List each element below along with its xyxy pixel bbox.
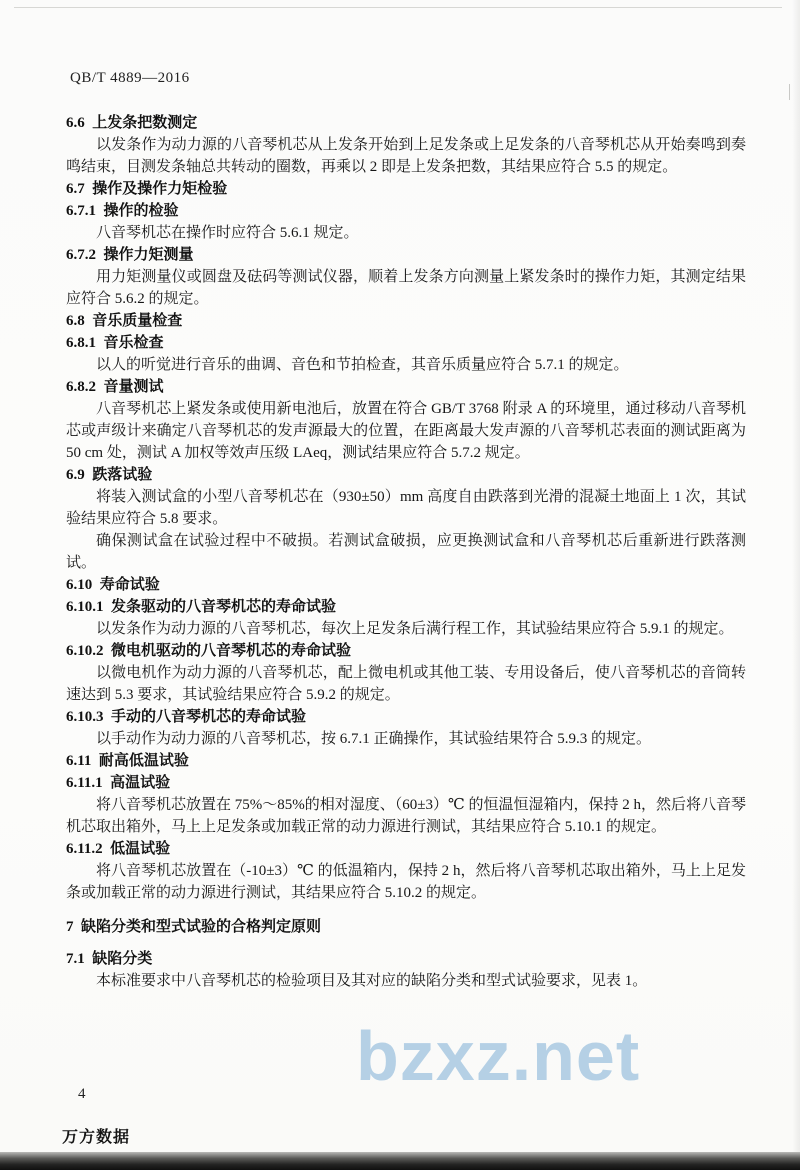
section-heading: 6.11.2 低温试验 [66,841,171,857]
paragraph: 将装入测试盒的小型八音琴机芯在（930±50）mm 高度自由跌落到光滑的混凝土地面上 1 次，其试验结果应符合 5.8 要求。 [66,489,746,527]
section-heading: 6.9 跌落试验 [66,467,153,483]
section-heading: 6.7.2 操作力矩测量 [66,247,194,263]
paragraph: 八音琴机芯在操作时应符合 5.6.1 规定。 [96,225,359,241]
paragraph: 以手动作为动力源的八音琴机芯，按 6.7.1 正确操作，其试验结果符合 5.9.3 的规定。 [96,731,652,747]
site-watermark: bzxz.net [356,1017,641,1095]
section-heading: 6.10 寿命试验 [66,577,160,593]
scan-artifact-mark [789,84,790,100]
paragraph: 确保测试盒在试验过程中不破损。若测试盒破损，应更换测试盒和八音琴机芯后重新进行跌落测试。 [66,533,746,571]
section-heading: 6.8.1 音乐检查 [66,335,164,351]
scan-edge-shadow [792,0,800,1170]
section-heading: 7 缺陷分类和型式试验的合格判定原则 [66,919,322,935]
paragraph: 以发条作为动力源的八音琴机芯，每次上足发条后满行程工作，其试验结果应符合 5.9.1 的规定。 [96,621,734,637]
provider-watermark: 万方数据 [62,1129,131,1146]
scan-bottom-bar [0,1152,800,1170]
section-heading: 6.11 耐高低温试验 [66,753,189,769]
section-heading: 6.8 音乐质量检查 [66,313,183,329]
section-heading: 6.11.1 高温试验 [66,775,171,791]
section-heading: 6.10.3 手动的八音琴机芯的寿命试验 [66,709,307,725]
page-number: 4 [78,1086,86,1102]
paragraph: 本标准要求中八音琴机芯的检验项目及其对应的缺陷分类和型式试验要求，见表 1。 [96,973,648,989]
section-heading: 6.7.1 操作的检验 [66,203,179,219]
paragraph: 将八音琴机芯放置在 75%～85%的相对湿度、（60±3）℃ 的恒温恒湿箱内，保持 2 h，然后将八音琴机芯取出箱外，马上上足发条或加载正常的动力源进行测试，其结果应符合 5.10.1 的规定。 [66,797,747,835]
paragraph: 以发条作为动力源的八音琴机芯从上发条开始到上足发条或上足发条的八音琴机芯从开始奏鸣到奏鸣结束，目测发条轴总共转动的圈数，再乘以 2 即是上发条把数，其结果应符合 5.5 的规定。 [66,137,746,175]
section-heading: 6.10.1 发条驱动的八音琴机芯的寿命试验 [66,599,337,615]
paragraph: 用力矩测量仪或圆盘及砝码等测试仪器，顺着上发条方向测量上紧发条时的操作力矩，其测定结果应符合 5.6.2 的规定。 [66,269,746,307]
section-heading: 6.10.2 微电机驱动的八音琴机芯的寿命试验 [66,643,352,659]
scan-edge-line [14,7,782,8]
section-heading: 7.1 缺陷分类 [66,951,153,967]
paragraph: 将八音琴机芯放置在（-10±3）℃ 的低温箱内，保持 2 h，然后将八音琴机芯取出箱外，马上上足发条或加载正常的动力源进行测试，其结果应符合 5.10.2 的规定。 [66,863,746,901]
standard-number-header: QB/T 4889—2016 [70,70,190,86]
paragraph: 八音琴机芯上紧发条或使用新电池后，放置在符合 GB/T 3768 附录 A 的环境里，通过移动八音琴机芯或声级计来确定八音琴机芯的发声源最大的位置，在距离最大发声源的八音琴机芯表面的测试距离为 50 cm 处，测试 A 加权等效声压级 LAeq，测试结果应符合 5.7.2 规定。 [66,401,746,461]
section-heading: 6.8.2 音量测试 [66,379,164,395]
section-heading: 6.6 上发条把数测定 [66,115,198,131]
paragraph: 以微电机作为动力源的八音琴机芯，配上微电机或其他工装、专用设备后，使八音琴机芯的音筒转速达到 5.3 要求，其试验结果应符合 5.9.2 的规定。 [66,665,746,703]
paragraph: 以人的听觉进行音乐的曲调、音色和节拍检查，其音乐质量应符合 5.7.1 的规定。 [96,357,629,373]
section-heading: 6.7 操作及操作力矩检验 [66,181,228,197]
document-content [66,112,746,992]
